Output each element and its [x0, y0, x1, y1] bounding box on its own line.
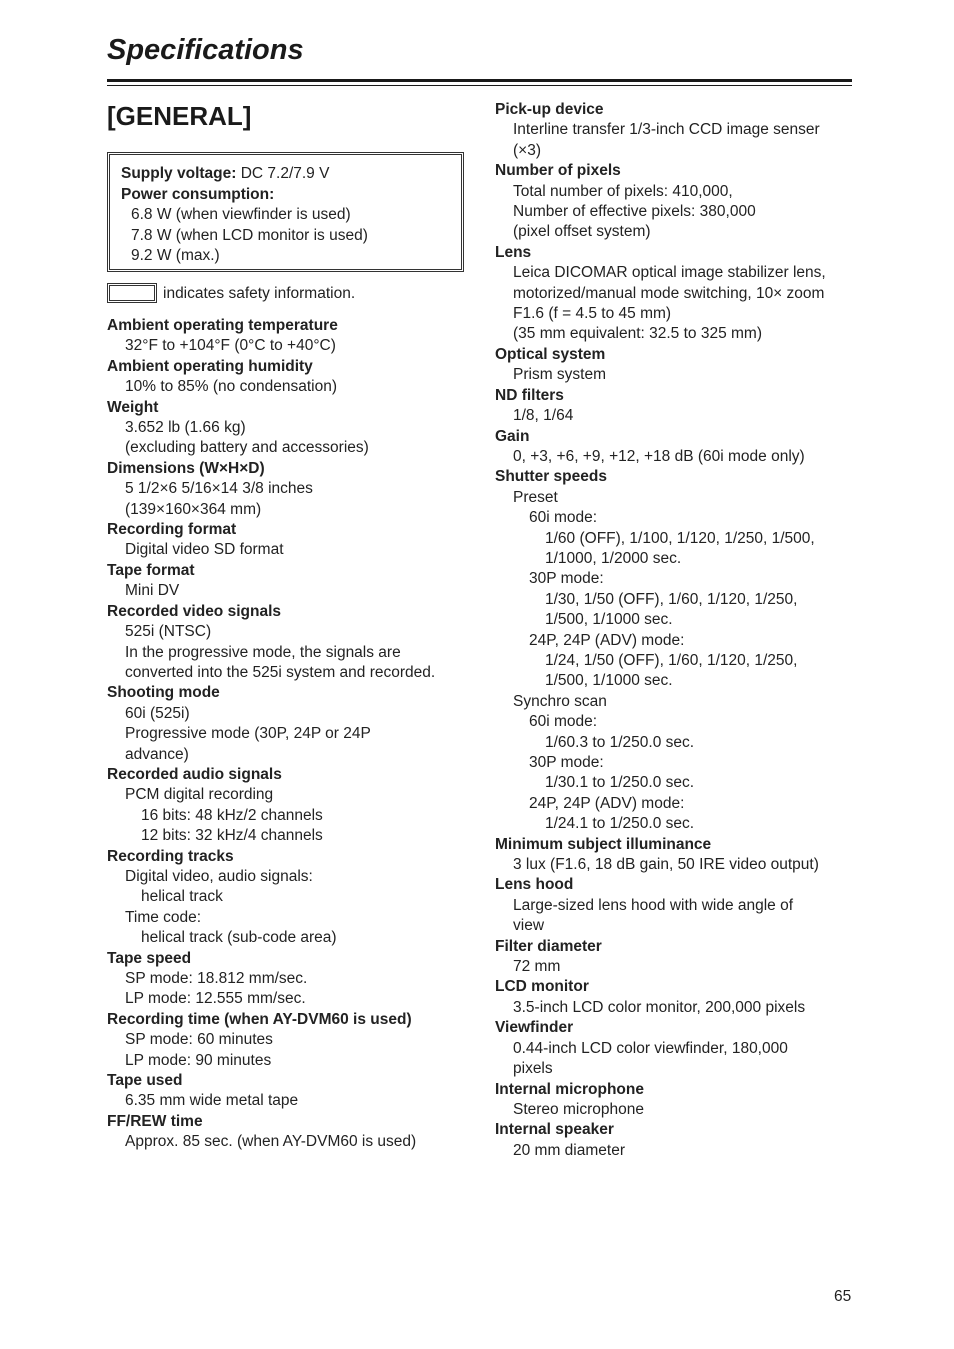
section-title: [GENERAL]: [107, 101, 252, 131]
title-rule-thick: [107, 79, 852, 82]
spec-heading: Internal microphone: [495, 1080, 644, 1098]
spec-heading: ND filters: [495, 386, 564, 404]
spec-value: 3.5-inch LCD color monitor, 200,000 pixels: [513, 998, 806, 1016]
spec-heading: Ambient operating humidity: [107, 357, 313, 375]
power-line: 7.8 W (when LCD monitor is used): [131, 226, 368, 244]
spec-value: LP mode: 90 minutes: [125, 1051, 272, 1069]
spec-heading: Recorded video signals: [107, 602, 281, 620]
spec-value: 20 mm diameter: [513, 1141, 625, 1159]
spec-heading: Shooting mode: [107, 684, 220, 702]
spec-value: converted into the 525i system and recorded.: [125, 663, 436, 681]
spec-heading: Viewfinder: [495, 1019, 574, 1037]
spec-value: 10% to 85% (no condensation): [125, 378, 337, 396]
spec-heading: Ambient operating temperature: [107, 317, 338, 334]
spec-value: 16 bits: 48 kHz/2 channels: [141, 806, 323, 824]
spec-value: Time code:: [125, 908, 202, 926]
spec-heading: Lens hood: [495, 876, 574, 894]
spec-value: 24P, 24P (ADV) mode:: [529, 794, 685, 812]
spec-value: helical track: [141, 888, 223, 906]
spec-heading: Recording tracks: [107, 847, 234, 865]
spec-value: helical track (sub-code area): [141, 929, 337, 947]
spec-value: pixels: [513, 1060, 553, 1078]
spec-heading: Number of pixels: [495, 162, 621, 180]
spec-value: In the progressive mode, the signals are: [125, 643, 401, 661]
spec-value: Progressive mode (30P, 24P or 24P: [125, 725, 371, 743]
supply-voltage-value: DC 7.2/7.9 V: [236, 165, 330, 182]
spec-value: view: [513, 917, 545, 935]
spec-value: Mini DV: [125, 582, 180, 600]
spec-value: 0, +3, +6, +9, +12, +18 dB (60i mode only): [513, 447, 805, 465]
spec-value: Approx. 85 sec. (when AY-DVM60 is used): [125, 1133, 417, 1151]
spec-heading: Weight: [107, 398, 159, 416]
power-line: 6.8 W (when viewfinder is used): [131, 206, 351, 223]
spec-value: PCM digital recording: [125, 786, 274, 804]
spec-value: Leica DICOMAR optical image stabilizer lens,: [513, 264, 826, 282]
spec-heading: Pick-up device: [495, 101, 604, 118]
spec-heading: Shutter speeds: [495, 468, 607, 486]
safety-legend-text: indicates safety information.: [163, 285, 356, 302]
spec-value: 525i (NTSC): [125, 623, 212, 641]
spec-value: Number of effective pixels: 380,000: [513, 203, 756, 221]
spec-value: 5 1/2×6 5/16×14 3/8 inches: [125, 480, 313, 498]
spec-value: 1/60 (OFF), 1/100, 1/120, 1/250, 1/500,: [545, 529, 815, 547]
spec-value: 1/24, 1/50 (OFF), 1/60, 1/120, 1/250,: [545, 651, 798, 669]
spec-value: 3.652 lb (1.66 kg): [125, 419, 246, 437]
spec-heading: Tape format: [107, 561, 195, 579]
spec-value: 72 mm: [513, 958, 561, 976]
spec-heading: FF/REW time: [107, 1112, 203, 1130]
spec-heading: Tape speed: [107, 949, 192, 967]
power-consumption-label: Power consumption:: [121, 185, 275, 203]
spec-value: 30P mode:: [529, 570, 604, 588]
page-title: Specifications: [107, 34, 304, 66]
spec-value: (excluding battery and accessories): [125, 439, 369, 457]
spec-heading: Tape used: [107, 1072, 183, 1090]
safety-info-box: [107, 152, 464, 272]
safety-legend: [107, 283, 355, 304]
spec-value: (35 mm equivalent: 32.5 to 325 mm): [513, 325, 762, 343]
spec-value: Total number of pixels: 410,000,: [513, 182, 733, 200]
spec-value: SP mode: 18.812 mm/sec.: [125, 970, 308, 987]
spec-value: 24P, 24P (ADV) mode:: [529, 631, 685, 649]
spec-value: Synchro scan: [513, 692, 607, 710]
spec-value: 1/500, 1/1000 sec.: [545, 611, 673, 629]
spec-value: Large-sized lens hood with wide angle of: [513, 896, 794, 914]
spec-value: 1/8, 1/64: [513, 407, 574, 425]
spec-heading: LCD monitor: [495, 978, 589, 996]
spec-value: Preset: [513, 488, 558, 506]
spec-value: 1/24.1 to 1/250.0 sec.: [545, 815, 695, 833]
spec-value: LP mode: 12.555 mm/sec.: [125, 990, 306, 1008]
spec-value: 1/60.3 to 1/250.0 sec.: [545, 733, 695, 751]
spec-value: (pixel offset system): [513, 223, 651, 241]
power-line: 9.2 W (max.): [131, 247, 220, 264]
spec-list-right: [495, 100, 855, 1161]
spec-value: Digital video, audio signals:: [125, 867, 313, 885]
spec-value: 1/500, 1/1000 sec.: [545, 672, 673, 690]
title-rule-thin: [107, 85, 852, 86]
spec-value: 1/30, 1/50 (OFF), 1/60, 1/120, 1/250,: [545, 590, 798, 608]
spec-value: 1/30.1 to 1/250.0 sec.: [545, 774, 695, 792]
spec-heading: Recording time (when AY-DVM60 is used): [107, 1010, 412, 1028]
spec-heading: Dimensions (W×H×D): [107, 459, 265, 477]
safety-box-symbol: [107, 283, 157, 303]
spec-value: SP mode: 60 minutes: [125, 1031, 273, 1049]
spec-list-left: [107, 316, 477, 1153]
spec-value: Prism system: [513, 366, 606, 384]
spec-heading: Optical system: [495, 345, 606, 363]
spec-value: 60i mode:: [529, 713, 598, 731]
supply-voltage-label: Supply voltage:: [121, 165, 237, 182]
spec-heading: Gain: [495, 427, 530, 445]
spec-heading: Internal speaker: [495, 1121, 614, 1139]
page-number: 65: [834, 1288, 852, 1305]
spec-value: motorized/manual mode switching, 10× zoom: [513, 284, 825, 302]
supply-voltage-line: [121, 164, 461, 185]
spec-value: 60i mode:: [529, 509, 598, 527]
spec-value: advance): [125, 745, 189, 763]
spec-heading: Recording format: [107, 521, 237, 539]
spec-value: (×3): [513, 141, 541, 159]
spec-heading: Minimum subject illuminance: [495, 835, 712, 853]
spec-value: 6.35 mm wide metal tape: [125, 1092, 299, 1110]
spec-value: 0.44-inch LCD color viewfinder, 180,000: [513, 1039, 788, 1057]
spec-heading: Recorded audio signals: [107, 765, 282, 783]
spec-value: 30P mode:: [529, 754, 604, 771]
spec-value: 12 bits: 32 kHz/4 channels: [141, 827, 323, 845]
spec-value: 32°F to +104°F (0°C to +40°C): [125, 337, 336, 355]
spec-heading: Lens: [495, 243, 532, 261]
spec-value: Digital video SD format: [125, 541, 284, 559]
spec-value: Interline transfer 1/3-inch CCD image senser: [513, 121, 820, 139]
spec-value: F1.6 (f = 4.5 to 45 mm): [513, 305, 672, 323]
spec-value: 3 lux (F1.6, 18 dB gain, 50 IRE video output): [513, 856, 819, 874]
spec-value: 60i (525i): [125, 704, 190, 722]
spec-value: 1/1000, 1/2000 sec.: [545, 549, 682, 567]
spec-value: (139×160×364 mm): [125, 500, 262, 518]
spec-heading: Filter diameter: [495, 937, 602, 955]
spec-value: Stereo microphone: [513, 1100, 644, 1118]
